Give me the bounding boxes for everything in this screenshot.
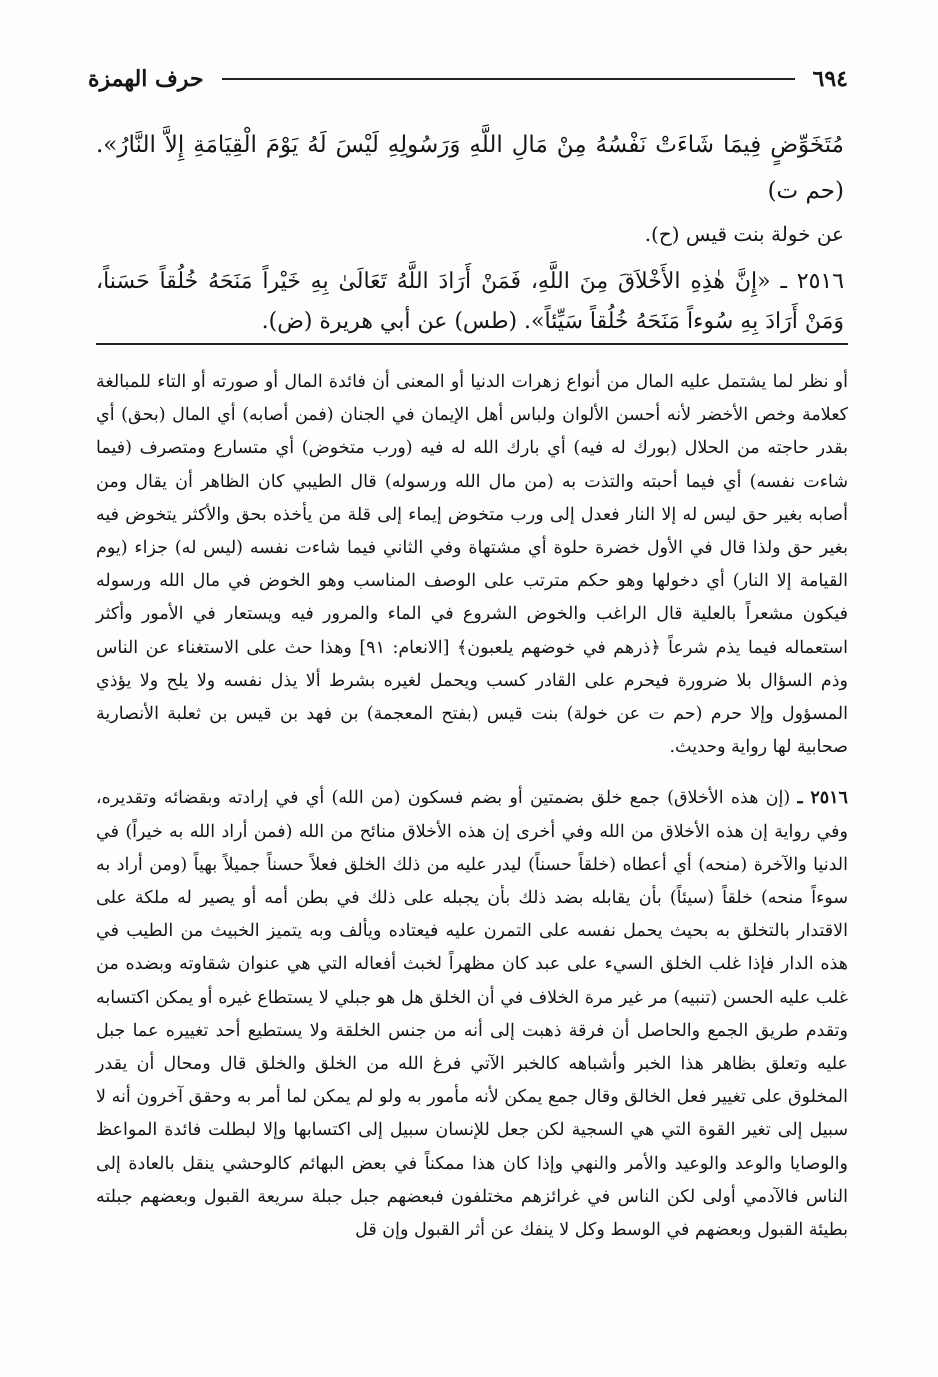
commentary-paragraph-2-text: (إن هذه الأخلاق) جمع خلق بضمتين أو بضم فسكون (من الله) أي في إرادته وبقضائه وتقديره، وفي رواية إن هذه الأخلاق من الله وفي أخرى إن هذه الأخلاق منائح من الله (فمن أراد الله به خيراً) في الدنيا والآخرة (منحه) أي أعطاه (خلقاً حسناً) ليدر عليه من ذلك الخلق فعلاً حسناً جميلاً بهياً (ومن أراد به سوءاً منحه) خلقاً (سيئاً) بأن يقابله بضد ذلك بأن يجبله على ذلك في بطن أمه أو يصير له ملكة على الاقتدار بالتخلق به بحيث يحمل نفسه على التمرن عليه فيعتاده ويألف وبه يتميز الخبيث من الطيب في هذه الدار فإذا غلب الخلق السيء على عبد كان مظهراً لخبث أفعاله التي هي عنوان شقاوته وبضده من غلب عليه الحسن (تنبيه) مر غير مرة الخلاف في أن الخلق هل هو جبلي لا يستطاع غيره أو يمكن اكتسابه وتقدم طريق الجمع والحاصل أن فرقة ذهبت إلى أنه من جنس الخلقة ولا يستطيع أحد تغييره عما جبل عليه وتعلق بظاهر هذا الخبر وأشباهه كالخبر الآتي فرغ الله من الخلق والخلق قال ومحال أن يقدر المخلوق على تغيير فعل الخالق وقال جمع يمكن لأنه مأمور به ولو لم يمكن لما أمر به وحقق آخرون أنه لا سبيل إلى تغير القوة التي هي السجية لكن جعل للإنسان سبيل إلى اكتسابها وإلا لبطلت فائدة المواعظ والوصايا والوعد والوعيد والأمر والنهي وإذا كان هذا ممكناً في بعض البهائم كالوحشي ينقل بالعادة إلى الناس فالآدمي أولى لكن الناس في غرائزهم مختلفون فبعضهم جبل جبلة سريعة القبول وبعضهم جبلته بطيئة القبول وبعضهم في الوسط وكل لا ينفك عن أثر القبول وإن قل [96, 788, 848, 1241]
commentary-block [96, 366, 848, 1247]
section-divider [96, 343, 848, 345]
hadith-continuation-source: عن خولة بنت قيس (ح). [644, 222, 844, 246]
commentary-hadith-number: ٢٥١٦ ـ [797, 788, 848, 809]
commentary-paragraph-1: أو نظر لما يشتمل عليه المال من أنواع زهرات الدنيا أو المعنى أن فائدة المال أو صورته أو التاء للمبالغة كعلامة وخص الأخضر لأنه أحسن الألوان ولباس أهل الإيمان في الجنان (فمن أصابه) أي المال (بحق) أي بقدر حاجته من الحلال (بورك له فيه) أي بارك الله له فيه (ورب متخوض) أي متسارع ومتصرف (فيما شاءت نفسه) أي فيما أحبته والتذت به (من مال الله ورسوله) قال الطيبي كان الظاهر أن يقال ومن أصابه بغير حق ليس له إلا النار فعدل إلى ورب متخوض إيماء إلى قلة من يأخذه بحق والأكثر يتخوض فيه بغير حق ولذا قال في الأول خضرة حلوة أي مشتهاة وفي الثاني فيما شاءت نفسه (ليس له) جزاء (يوم القيامة إلا النار) أي دخولها وهو حكم مترتب على الوصف المناسب وهو الخوض في مال الله ورسوله فيكون مشعراً بالعلية قال الراغب والخوض الشروع في الماء والمرور فيه ويستعار في الأمور وأكثر استعماله فيما يذم شرعاً ﴿ذرهم في خوضهم يلعبون﴾ [الانعام: ٩١] وهذا حث على الاستغناء عن الناس وذم السؤال بلا ضرورة فيحرم على القادر كسب ويحمل لغيره بشرط ألا يذل نفسه ولا يلح ولا يؤذي المسؤول وإلا حرم (حم ت عن خولة) بنت قيس (بفتح المعجمة) بن فهد بن قيس بن ثعلبة الأنصارية صحابية لها رواية وحديث. [96, 372, 848, 758]
header-rule [222, 78, 795, 80]
commentary-paragraph-2 [96, 782, 848, 1247]
hadith-text-block [96, 122, 844, 342]
hadith-2516: ٢٥١٦ ـ «إِنَّ هٰذِهِ الأَخْلاَقَ مِنَ اللَّهِ، فَمَنْ أَرَادَ اللَّهُ تَعَالَىٰ بِهِ خَيْراً مَنَحَهُ خُلُقاً حَسَناً، وَمَنْ أَرَادَ بِهِ سُوءاً مَنَحَهُ خُلُقاً سَيِّئاً». (طس) عن أبي هريرة (ض). [96, 269, 845, 334]
chapter-title: حرف الهمزة [88, 66, 204, 92]
hadith-continuation: مُتَخَوِّضٍ فِيمَا شَاءَتْ نَفْسُهُ مِنْ مَالِ اللَّهِ وَرَسُولِهِ لَيْسَ لَهُ يَوْمَ الْقِيَامَةِ إِلاَّ النَّارُ». (حم ت) [96, 132, 844, 204]
page-number: ٦٩٤ [812, 66, 848, 92]
page-header [88, 62, 848, 96]
